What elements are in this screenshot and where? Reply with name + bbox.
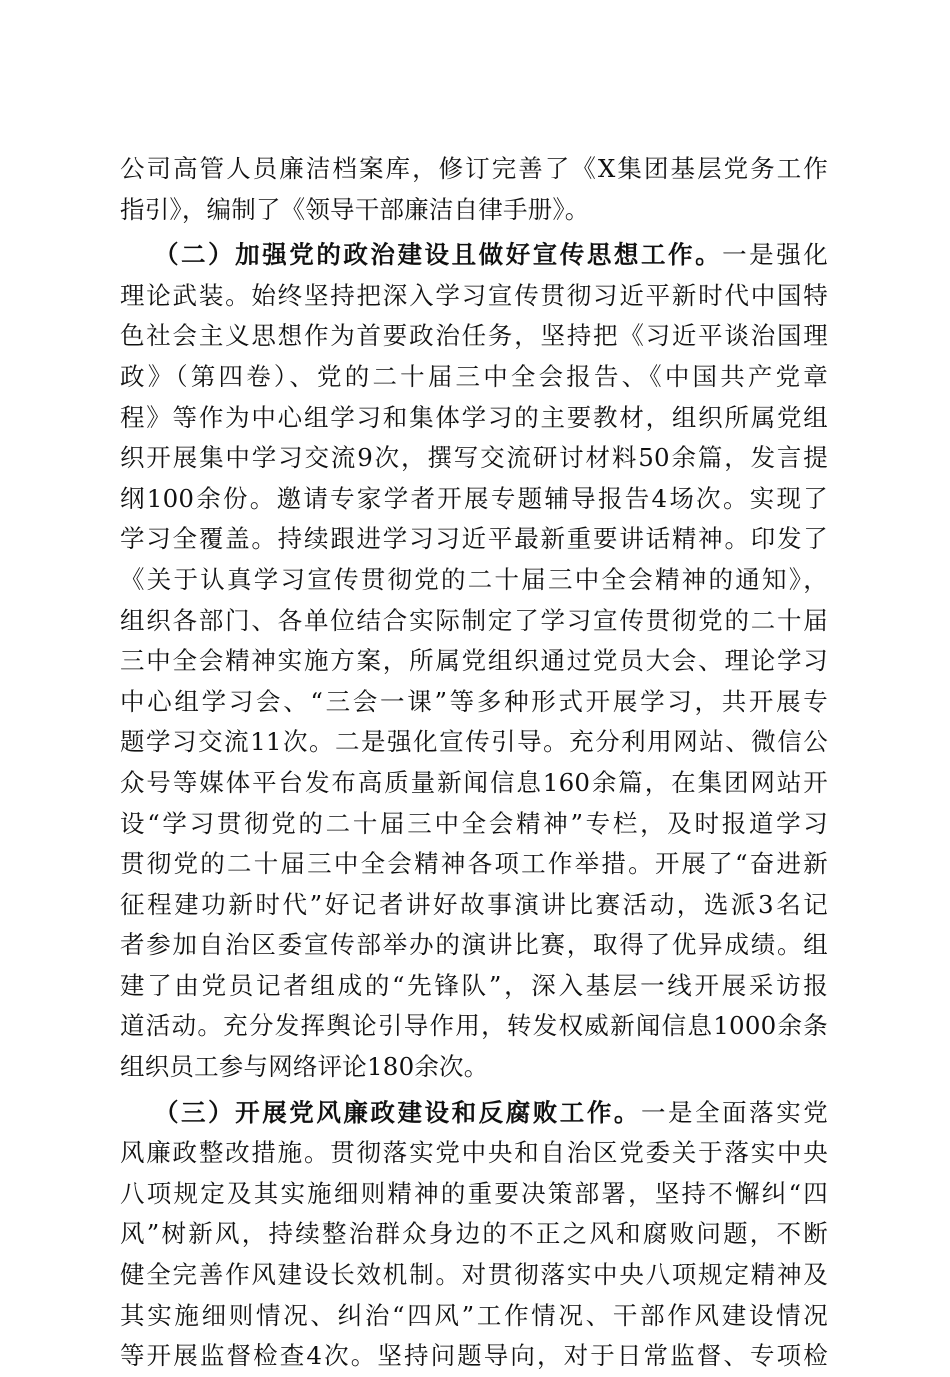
text-line: 指引》，编制了《领导干部廉洁自律手册》。 — [120, 194, 590, 224]
text-line: 《关于认真学习宣传贯彻党的二十届三中全会精神的通知》， — [120, 564, 828, 594]
text-line: 色社会主义思想作为首要政治任务，坚持把《习近平谈治国理 — [120, 321, 828, 351]
section-heading: （二）加强党的政治建设且做好宣传思想工作。 — [154, 240, 723, 270]
paragraph-1 — [120, 149, 828, 230]
text-line: 程》等作为中心组学习和集体学习的主要教材，组织所属党组 — [120, 402, 828, 432]
text-fragment: 一是强化 — [722, 240, 828, 270]
text-line: 等开展监督检查4次。坚持问题导向，对于日常监督、专项检 — [120, 1341, 828, 1371]
text-line: 贯彻党的二十届三中全会精神各项工作举措。开展了“奋进新 — [120, 849, 828, 879]
text-line: 学习全覆盖。持续跟进学习习近平最新重要讲话精神。印发了 — [120, 524, 828, 554]
text-line: 道活动。充分发挥舆论引导作用，转发权威新闻信息1000余条 — [120, 1011, 828, 1041]
paragraph-first-line — [120, 235, 828, 276]
text-line: 公司高管人员廉洁档案库，修订完善了《X集团基层党务工作 — [120, 154, 828, 183]
text-line: 理论武装。始终坚持把深入学习宣传贯彻习近平新时代中国特 — [120, 280, 828, 310]
section-heading: （三）开展党风廉政建设和反腐败工作。 — [154, 1097, 641, 1127]
text-line: 风”树新风，持续整治群众身边的不正之风和腐败问题，不断 — [120, 1219, 828, 1249]
text-line: 风廉政整改措施。贯彻落实党中央和自治区党委关于落实中央 — [120, 1138, 828, 1168]
text-line: 其实施细则情况、纠治“四风”工作情况、干部作风建设情况 — [120, 1300, 828, 1330]
text-line: 组织各部门、各单位结合实际制定了学习宣传贯彻党的二十届 — [120, 605, 828, 635]
text-line: 纲100余份。邀请专家学者开展专题辅导报告4场次。实现了 — [120, 483, 828, 513]
text-line: 众号等媒体平台发布高质量新闻信息160余篇，在集团网站开 — [120, 767, 828, 797]
text-line: 织开展集中学习交流9次，撰写交流研讨材料50余篇，发言提 — [120, 443, 828, 473]
text-fragment: 一是全面落实党 — [640, 1097, 828, 1127]
paragraph-2 — [120, 235, 828, 1087]
document-body — [120, 149, 828, 1377]
text-line: 题学习交流11次。二是强化宣传引导。充分利用网站、微信公 — [120, 727, 828, 757]
text-line: 建了由党员记者组成的“先锋队”，深入基层一线开展采访报 — [120, 970, 828, 1000]
text-line: 三中全会精神实施方案，所属党组织通过党员大会、理论学习 — [120, 646, 828, 676]
text-line: 政》（第四卷）、党的二十届三中全会报告、《中国共产党章 — [120, 361, 828, 391]
text-line: 健全完善作风建设长效机制。对贯彻落实中央八项规定精神及 — [120, 1260, 828, 1290]
paragraph-first-line — [120, 1093, 828, 1134]
text-line: 征程建功新时代”好记者讲好故事演讲比赛活动，选派3名记 — [120, 889, 828, 919]
text-line: 八项规定及其实施细则精神的重要决策部署，坚持不懈纠“四 — [120, 1178, 828, 1208]
text-line: 设“学习贯彻党的二十届三中全会精神”专栏，及时报道学习 — [120, 808, 828, 838]
paragraph-3 — [120, 1093, 828, 1377]
text-line: 中心组学习会、“三会一课”等多种形式开展学习，共开展专 — [120, 686, 828, 716]
text-line: 组织员工参与网络评论180余次。 — [120, 1052, 489, 1082]
text-line: 者参加自治区委宣传部举办的演讲比赛，取得了优异成绩。组 — [120, 930, 828, 960]
